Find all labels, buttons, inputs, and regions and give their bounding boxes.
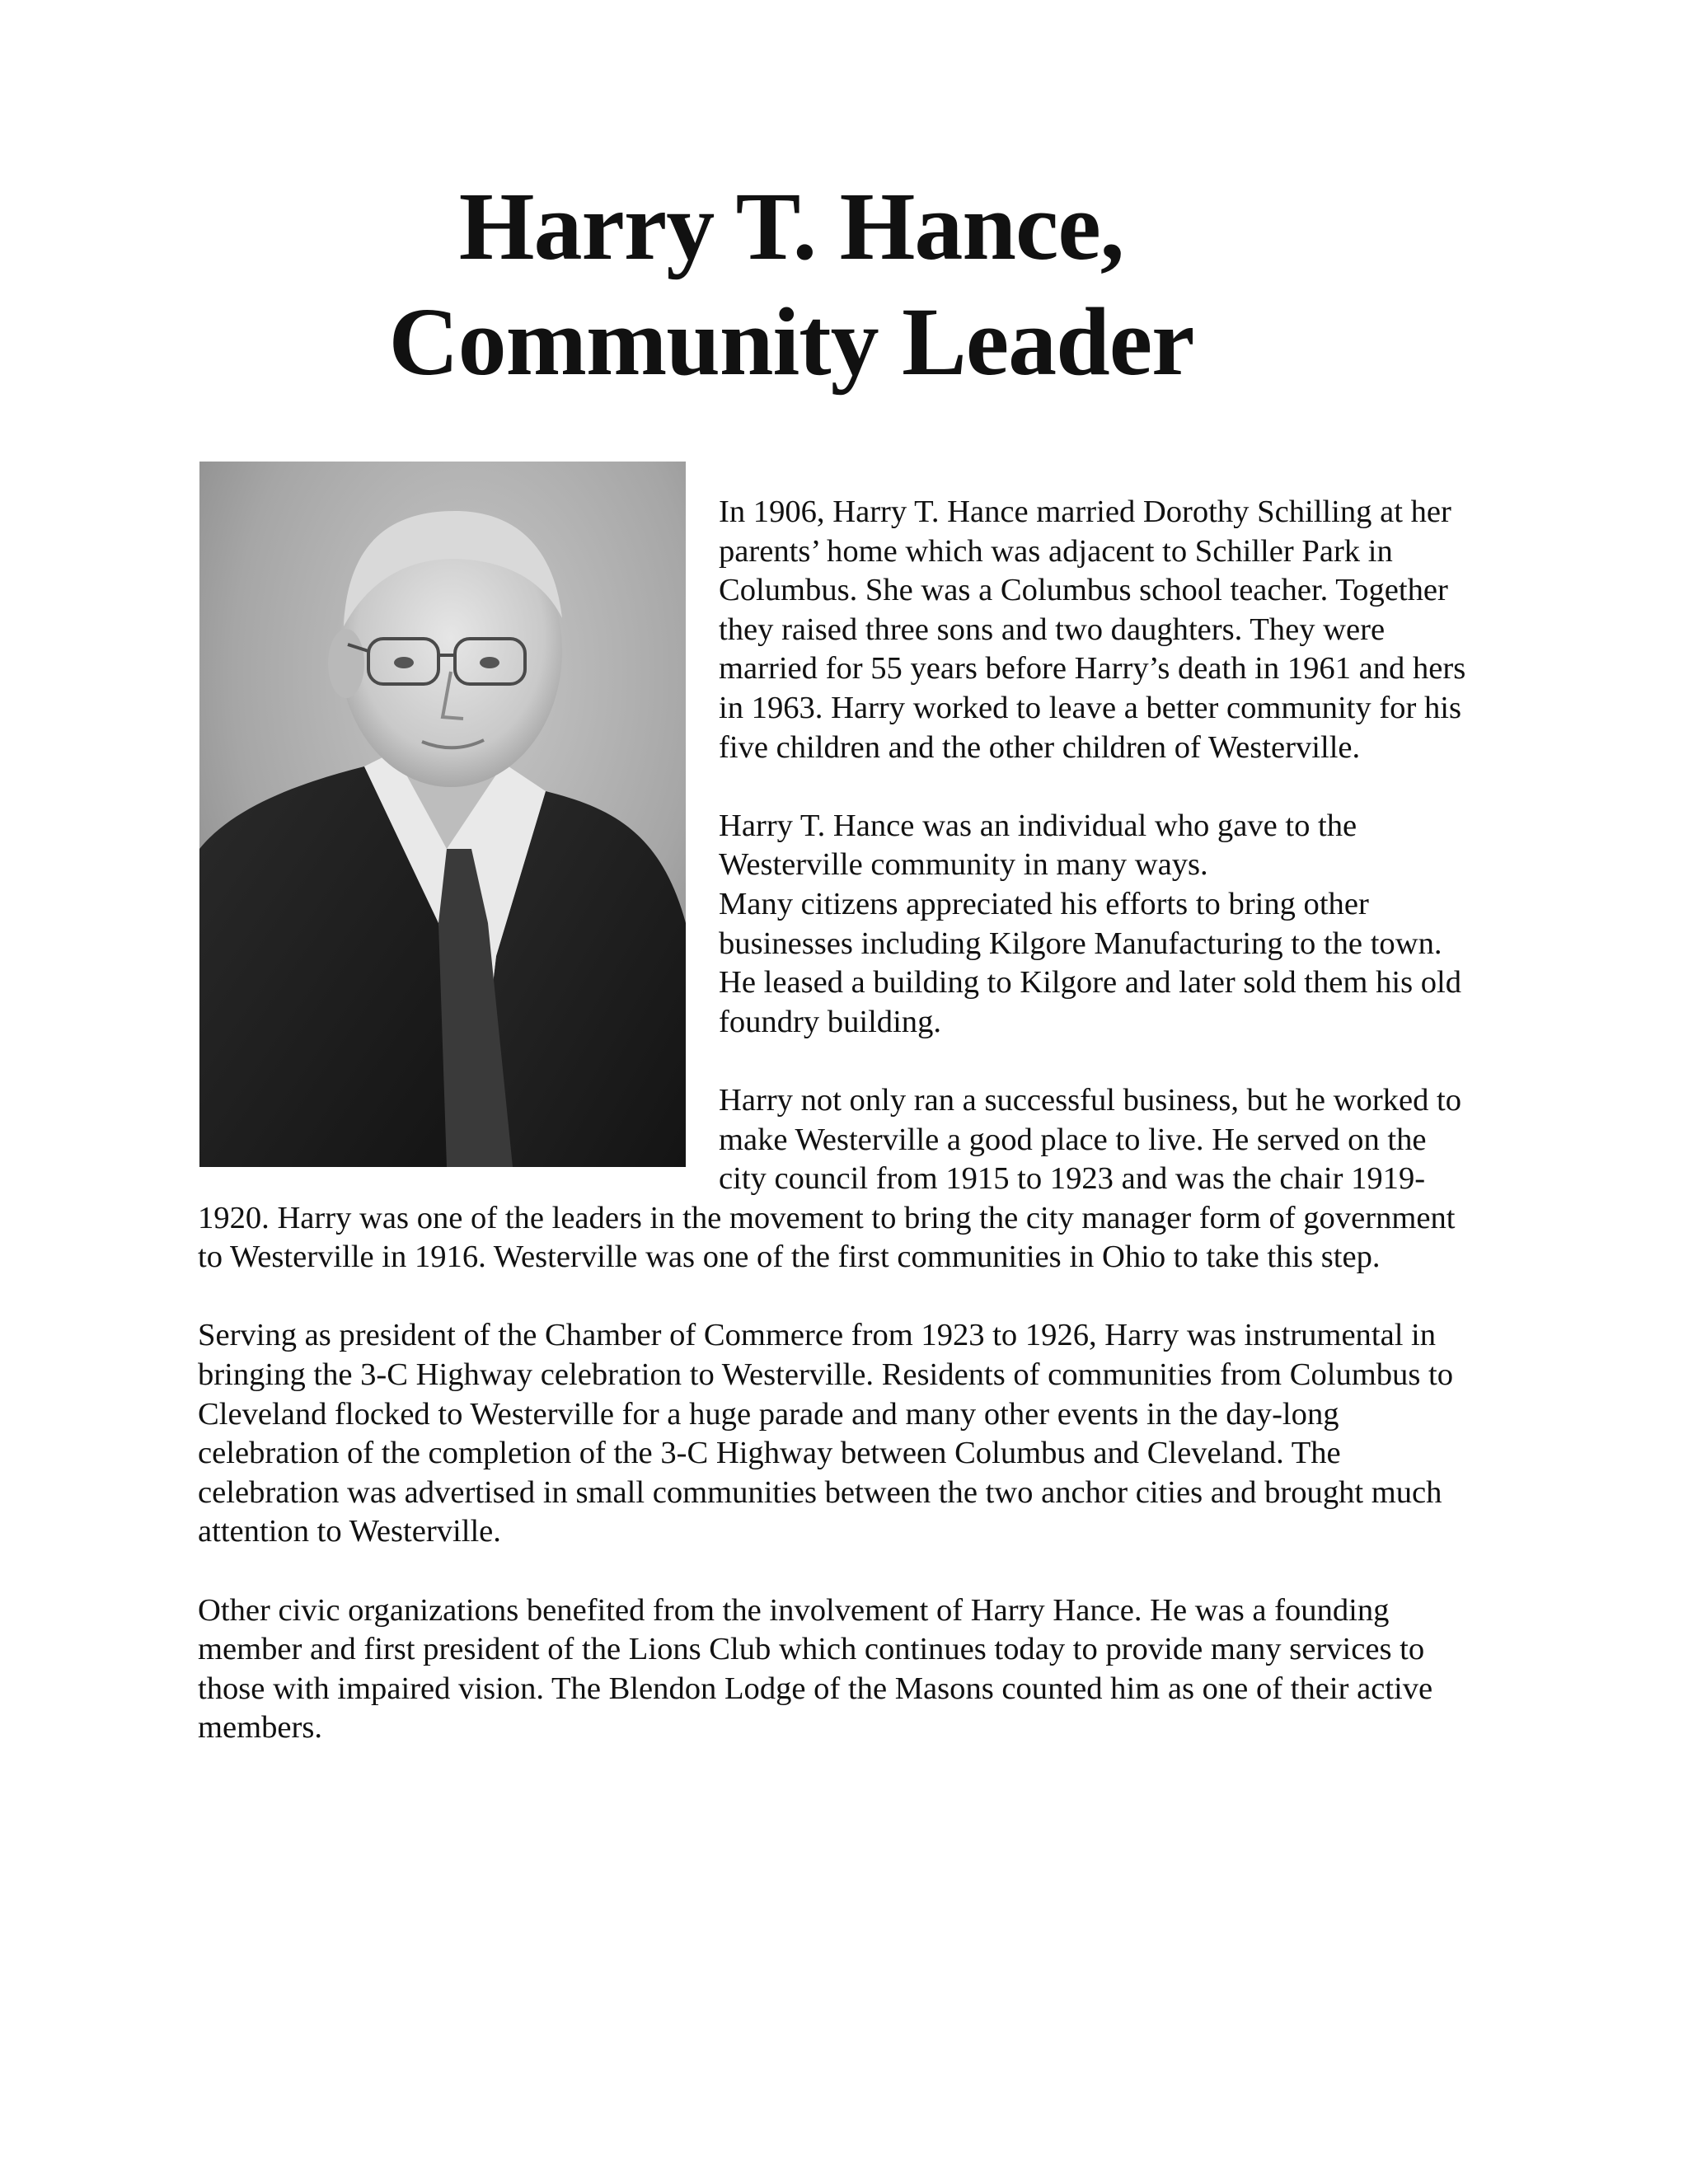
text-line: they raised three sons and two daughters. They were [719, 612, 1386, 647]
portrait-image [199, 462, 686, 1167]
text-line: Harry T. Hance was an individual who gave to the [719, 808, 1357, 843]
text-line: Columbus. She was a Columbus school teacher. Together [719, 573, 1448, 608]
text-line: He leased a building to Kilgore and later sold them his old [719, 965, 1462, 1001]
title-line-1: Harry T. Hance, [458, 172, 1124, 280]
title-line-2: Community Leader [388, 288, 1194, 396]
text-line: bringing the 3-C Highway celebration to Westerville. Residents of communities from Columbus to [198, 1357, 1453, 1393]
text-line: 1920. Harry was one of the leaders in the movement to bring the city manager form of government [198, 1200, 1456, 1235]
text-line: foundry building. [719, 1004, 942, 1039]
text-line: celebration of the completion of the 3-C Highway between Columbus and Cleveland. The [198, 1436, 1341, 1471]
text-line: Cleveland flocked to Westerville for a huge parade and many other events in the day-long [198, 1396, 1339, 1432]
text-line: in 1963. Harry worked to leave a better community for his [719, 690, 1461, 725]
text-line: attention to Westerville. [198, 1514, 501, 1549]
text-line: to Westerville in 1916. Westerville was one of the first communities in Ohio to take this step. [198, 1240, 1381, 1275]
text-line: make Westerville a good place to live. He served on the [719, 1122, 1427, 1157]
text-line: parents’ home which was adjacent to Schiller Park in [719, 533, 1393, 569]
text-line: member and first president of the Lions Club which continues today to provide many services to [198, 1632, 1425, 1667]
text-line: Other civic organizations benefited from the involvement of Harry Hance. He was a founding [198, 1592, 1390, 1628]
article-body [198, 493, 1490, 1748]
page-title [0, 169, 1582, 400]
text-line: five children and the other children of Westerville. [719, 729, 1361, 765]
text-line: Westerville community in many ways. [719, 847, 1208, 883]
portrait-photo [199, 462, 686, 1167]
text-line: city council from 1915 to 1923 and was the chair 1919- [719, 1161, 1426, 1197]
text-line: those with impaired vision. The Blendon Lodge of the Masons counted him as one of their active [198, 1671, 1433, 1706]
paragraph-chamber [198, 1316, 1490, 1552]
text-line: Harry not only ran a successful business, but he worked to [719, 1082, 1462, 1118]
text-line: celebration was advertised in small communities between the two anchor cities and brought much [198, 1474, 1442, 1510]
text-line: Many citizens appreciated his efforts to bring other [719, 886, 1369, 921]
text-line: In 1906, Harry T. Hance married Dorothy Schilling at her [719, 494, 1451, 529]
text-line: businesses including Kilgore Manufacturing to the town. [719, 926, 1442, 961]
text-line: married for 55 years before Harry’s death in 1961 and hers [719, 651, 1466, 687]
paragraph-civic [198, 1591, 1490, 1748]
text-line: members. [198, 1710, 323, 1746]
text-line: Serving as president of the Chamber of Commerce from 1923 to 1926, Harry was instrumental in [198, 1318, 1437, 1353]
